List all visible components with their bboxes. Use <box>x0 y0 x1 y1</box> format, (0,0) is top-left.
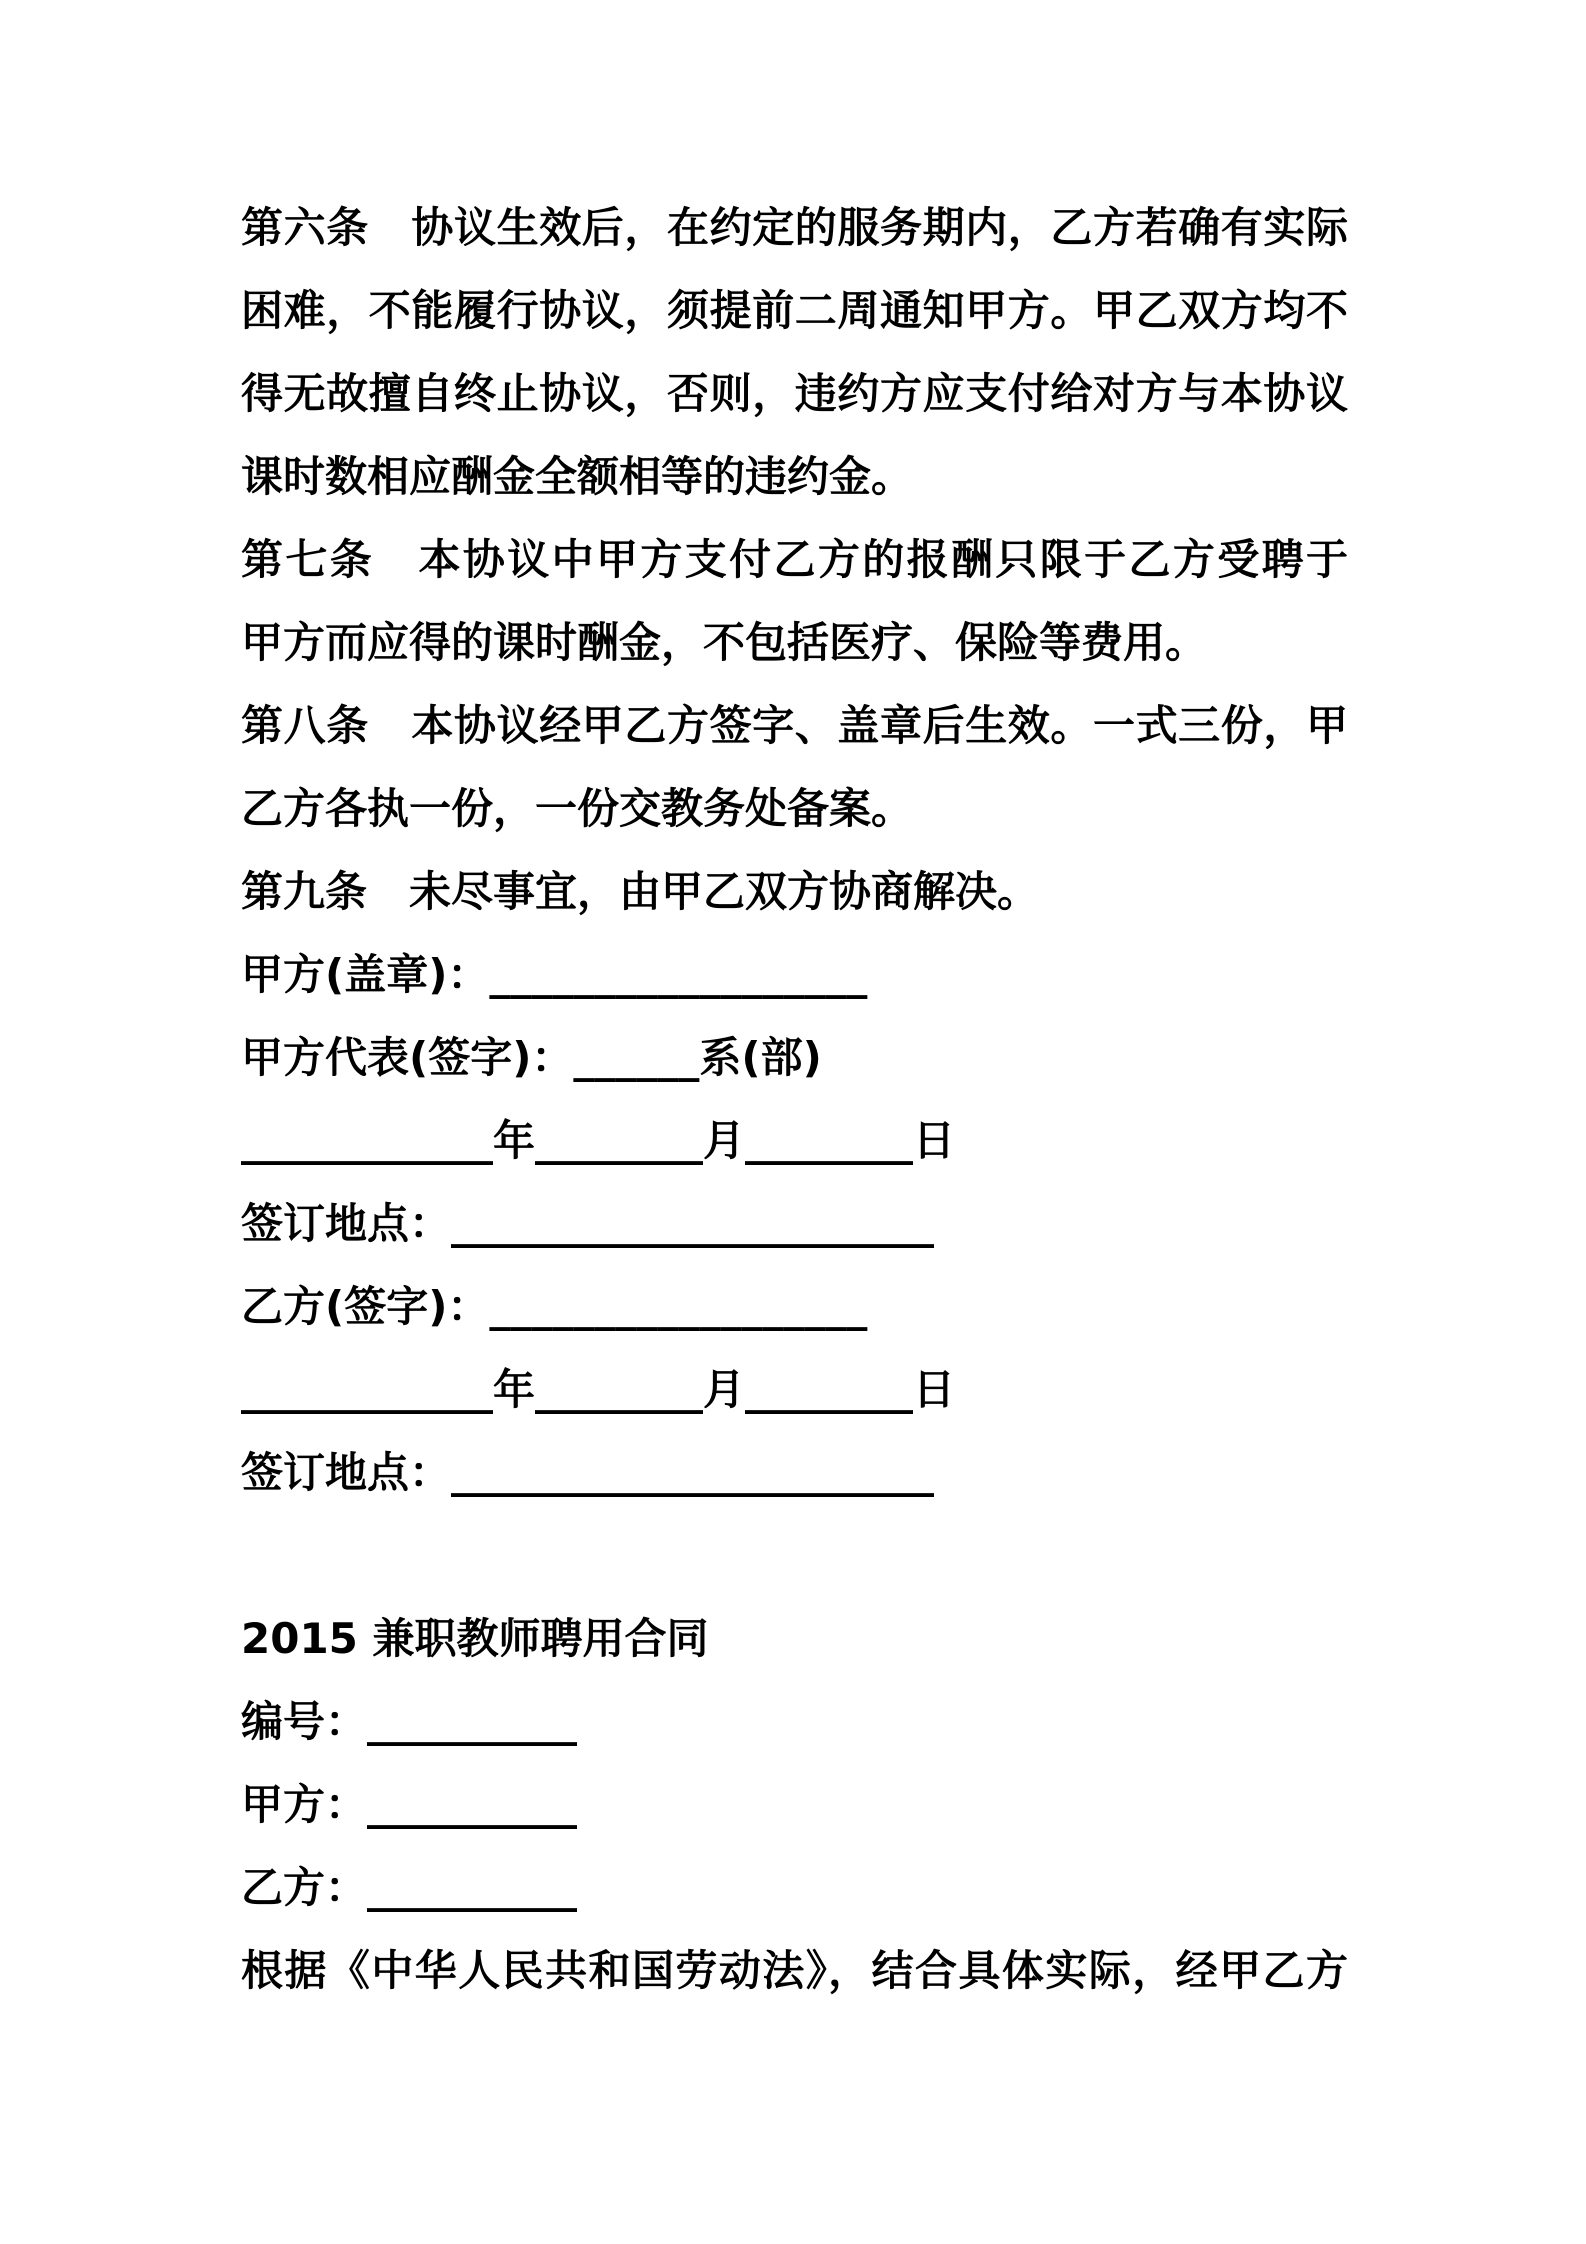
clause-6-line-3: 得无故擅自终止协议，否则，违约方应支付给对方与本协议 <box>241 369 1348 418</box>
clause-9-line: 第九条 未尽事宜，由甲乙双方协商解决。 <box>241 867 1040 916</box>
party-a-representative-line: 甲方代表(签字)：______系(部) <box>241 1033 822 1082</box>
clause-6-line-2: 困难，不能履行协议，须提前二周通知甲方。甲乙双方均不 <box>241 286 1348 335</box>
party-b-signature-line: 乙方(签字)：__________________ <box>241 1282 868 1331</box>
contract-title-line: 2015 兼职教师聘用合同 <box>241 1614 709 1663</box>
party-b-line: 乙方：__________ <box>241 1863 578 1912</box>
party-a-seal-line: 甲方(盖章)：__________________ <box>241 950 868 999</box>
clause-6-line-4: 课时数相应酬金全额相等的违约金。 <box>241 452 914 501</box>
contract-number-line: 编号：__________ <box>241 1697 578 1746</box>
preamble-line: 根据《中华人民共和国劳动法》，结合具体实际，经甲乙方 <box>241 1946 1348 1995</box>
party-b-signing-place-line: 签订地点：_______________________ <box>241 1448 935 1497</box>
clause-7-line-2: 甲方而应得的课时酬金，不包括医疗、保险等费用。 <box>241 618 1208 667</box>
clause-8-line-2: 乙方各执一份，一份交教务处备案。 <box>241 784 914 833</box>
clause-8-line-1: 第八条 本协议经甲乙方签字、盖章后生效。一式三份，甲 <box>241 701 1348 750</box>
blank-line <box>241 1514 1348 1597</box>
party-a-line: 甲方：__________ <box>241 1780 578 1829</box>
contract-text-block <box>241 186 1348 2012</box>
party-a-date-line: ____________年________月________日 <box>241 1116 956 1165</box>
party-b-date-line: ____________年________月________日 <box>241 1365 956 1414</box>
clause-6-line-1: 第六条 协议生效后，在约定的服务期内，乙方若确有实际 <box>241 203 1348 252</box>
clause-7-line-1: 第七条 本协议中甲方支付乙方的报酬只限于乙方受聘于 <box>241 535 1348 584</box>
party-a-signing-place-line: 签订地点：_______________________ <box>241 1199 935 1248</box>
